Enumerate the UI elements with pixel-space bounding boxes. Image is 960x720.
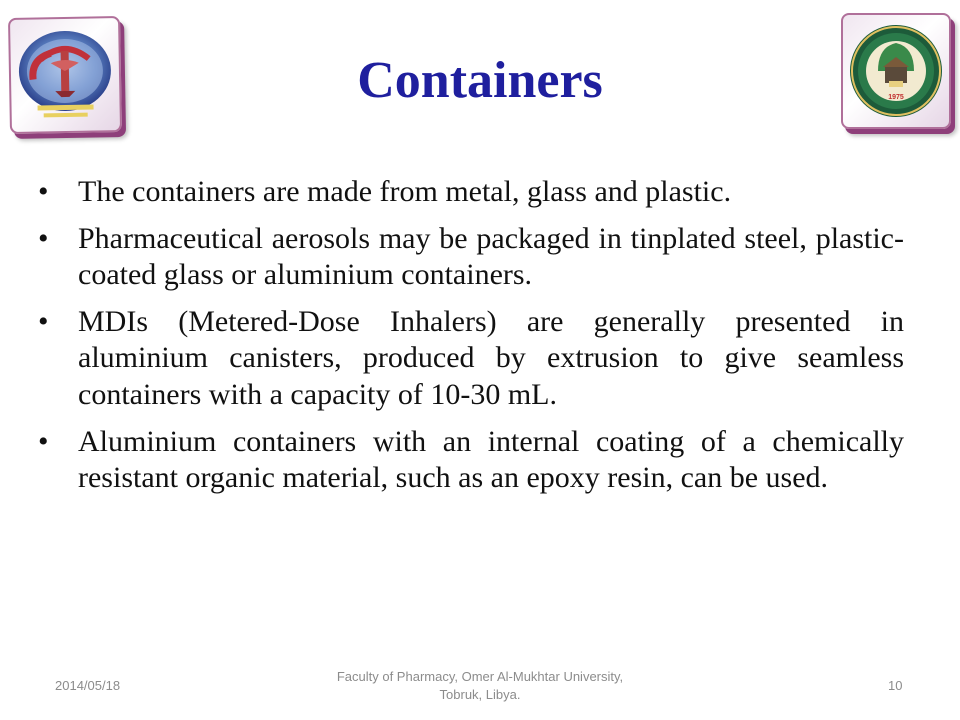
bullet-list	[36, 174, 904, 507]
bullet-text: Aluminium containers with an internal coating of a chemically resistant organic material, such as an epoxy resin, can be used.	[78, 424, 904, 495]
slide-title: Containers	[357, 52, 603, 109]
bullet-item	[36, 174, 904, 211]
footer-date: 2014/05/18	[55, 678, 121, 693]
bullet-icon: •	[38, 221, 49, 255]
bullet-item	[36, 304, 904, 414]
bullet-text: Pharmaceutical aerosols may be packaged in tinplated steel, plastic-coated glass or aluminium containers.	[78, 221, 904, 292]
bullet-item	[36, 424, 904, 497]
bullet-icon: •	[38, 424, 49, 458]
footer-institution	[300, 668, 660, 704]
seal-year: 1975	[888, 94, 904, 101]
footer-institution-line1: Faculty of Pharmacy, Omer Al-Mukhtar University,	[336, 669, 624, 684]
footer-institution-line2: Tobruk, Libya.	[439, 687, 521, 703]
bullet-item	[36, 221, 904, 294]
bullet-icon: •	[38, 304, 49, 338]
bullet-text: MDIs (Metered-Dose Inhalers) are generally presented in aluminium canisters, produced by extrusion to give seamless containers with a capacity of 10-30 mL.	[78, 304, 904, 411]
page-number: 10	[888, 678, 903, 693]
bullet-text: The containers are made from metal, glass and plastic.	[78, 175, 732, 208]
bullet-icon: •	[38, 175, 49, 208]
